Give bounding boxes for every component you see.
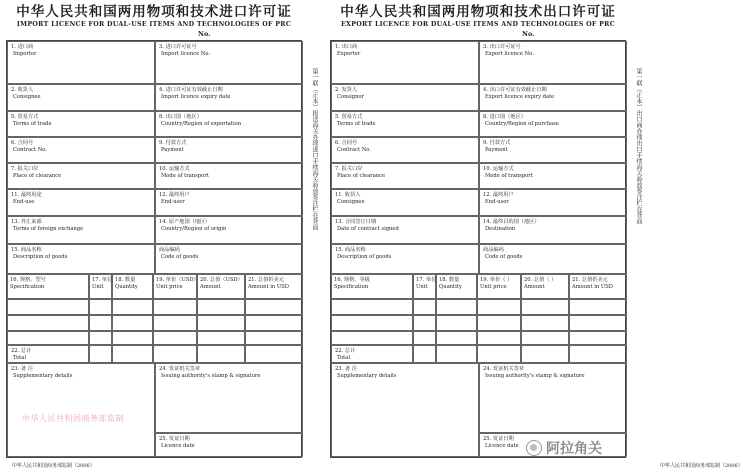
form-cell [477, 345, 521, 363]
form-cell [245, 274, 303, 299]
form-cell [521, 345, 569, 363]
field-label-en: Exporter [337, 50, 361, 57]
form-cell [155, 216, 303, 244]
field-label-cn: 21. 总值折美元 [248, 277, 284, 283]
form-cell [436, 331, 477, 345]
field-label-cn: 1. 进口商 [11, 44, 34, 50]
form-cell [331, 84, 479, 111]
field-label-cn: 1. 出口商 [335, 44, 358, 50]
form-cell [477, 315, 521, 331]
field-label-cn: 14. 原产地国（地区） [159, 219, 211, 225]
form-cell [477, 274, 521, 299]
form-cell [7, 363, 155, 457]
field-label-cn: 2. 发货人 [335, 87, 358, 93]
form-cell [413, 331, 436, 345]
import-licence-form [2, 0, 306, 476]
licence-number-label: No. [522, 30, 535, 38]
field-label-en: Licence date [485, 442, 519, 449]
field-label-cn: 商品编码 [159, 247, 180, 253]
licence-number-label: No. [198, 30, 211, 38]
form-cell [197, 299, 245, 315]
field-label-en: End-use [13, 198, 35, 205]
field-label-cn: 22. 总计 [11, 348, 32, 354]
field-label-cn: 6. 合同号 [11, 140, 34, 146]
field-label-cn: 18. 数量 [439, 277, 460, 283]
form-cell [153, 331, 197, 345]
form-cell [331, 163, 479, 189]
form-cell [89, 345, 112, 363]
field-label-cn: 9. 付款方式 [159, 140, 187, 146]
form-cell [7, 331, 89, 345]
field-label-en: Place of clearance [337, 172, 386, 179]
field-label-cn: 13. 外汇来源 [11, 219, 42, 225]
form-cell [331, 41, 479, 84]
form-cell [112, 274, 153, 299]
field-label-cn: 15. 商品名称 [335, 247, 366, 253]
field-label-en: Supplementary details [13, 372, 73, 379]
form-cell [245, 299, 303, 315]
field-label-cn: 2. 收货人 [11, 87, 34, 93]
form-cell [112, 345, 153, 363]
field-label-cn: 14. 最终目的国（地区） [483, 219, 540, 225]
field-label-en: Consignee [13, 93, 41, 100]
form-cell [197, 331, 245, 345]
form-cell [477, 331, 521, 345]
field-label-cn: 17. 单位 [92, 277, 113, 283]
form-cell [479, 189, 627, 216]
form-title-en: EXPORT LICENCE FOR DUAL-USE ITEMS AND TECHNOLOGIES OF PRC [340, 21, 616, 28]
field-label-cn: 8. 出口国（地区） [159, 114, 202, 120]
form-title-en: IMPORT LICENCE FOR DUAL-USE ITEMS AND TECHNOLOGIES OF PRC [16, 21, 292, 28]
form-cell [569, 315, 627, 331]
field-label-en: Mode of transport [161, 172, 209, 179]
form-cell [153, 274, 197, 299]
form-title-cn: 中华人民共和国两用物项和技术出口许可证 [340, 4, 616, 20]
field-label-en: Licence date [161, 442, 195, 449]
field-label-en: Place of clearance [13, 172, 62, 179]
field-label-en: Description of goods [13, 253, 68, 260]
form-cell [89, 299, 112, 315]
field-label-cn: 11. 收货人 [335, 192, 361, 198]
form-cell [331, 315, 413, 331]
field-label-en: Unit price [480, 283, 507, 290]
form-cell [112, 299, 153, 315]
field-label-cn: 19. 单价（ ） [480, 277, 513, 283]
form-cell [7, 216, 155, 244]
field-label-en: Amount [200, 283, 221, 290]
field-label-cn: 7. 报关口岸 [11, 166, 39, 172]
field-label-en: End-user [485, 198, 509, 205]
form-cell [521, 299, 569, 315]
form-cell [521, 274, 569, 299]
form-cell [331, 216, 479, 244]
field-label-en: Country/Region of purchase [485, 120, 559, 127]
field-label-cn: 9. 付款方式 [483, 140, 511, 146]
field-label-en: Export licence expiry date [485, 93, 555, 100]
field-label-cn: 24. 发证机关签章 [159, 366, 201, 372]
footer-note: 中华人民共和国商务部监制（2006） [660, 463, 743, 469]
field-label-en: Specification [10, 283, 45, 290]
field-label-en: Import licence expiry date [161, 93, 231, 100]
form-grid [330, 40, 626, 458]
form-cell [7, 41, 155, 84]
field-label-cn: 15. 商品名称 [11, 247, 42, 253]
form-grid [6, 40, 302, 458]
form-cell [155, 41, 303, 84]
field-label-cn: 18. 数量 [115, 277, 136, 283]
form-cell [7, 274, 89, 299]
field-label-cn: 20. 总值（ ） [524, 277, 557, 283]
field-label-cn: 13. 合同签订日期 [335, 219, 377, 225]
field-label-cn: 11. 最终用途 [11, 192, 42, 198]
field-label-cn: 16. 规格、等级 [334, 277, 370, 283]
form-cell [245, 331, 303, 345]
field-label-en: Contract No. [337, 146, 371, 153]
field-label-cn: 23. 备 注 [11, 366, 33, 372]
form-cell [331, 137, 479, 163]
field-label-en: Specification [334, 283, 369, 290]
form-cell [7, 244, 155, 274]
form-cell [89, 315, 112, 331]
field-label-en: Quantity [439, 283, 462, 290]
field-label-cn: 12. 最终用户 [483, 192, 514, 198]
form-cell [569, 331, 627, 345]
field-label-en: Unit [92, 283, 104, 290]
field-label-en: Terms of trade [337, 120, 376, 127]
field-label-en: Amount in USD [572, 283, 613, 290]
field-label-cn: 3. 出口许可证号 [483, 44, 521, 50]
field-label-en: Issuing authority's stamp & signature [485, 372, 585, 379]
form-cell [7, 163, 155, 189]
form-cell [479, 163, 627, 189]
form-cell [155, 244, 303, 274]
form-cell [331, 244, 479, 274]
field-label-en: Terms of foreign exchange [13, 225, 84, 232]
field-label-cn: 10. 运输方式 [159, 166, 190, 172]
field-label-en: Code of goods [485, 253, 523, 260]
field-label-cn: 12. 最终用户 [159, 192, 190, 198]
field-label-cn: 23. 备 注 [335, 366, 357, 372]
field-label-en: Date of contract signed [337, 225, 399, 232]
field-label-en: Destination [485, 225, 516, 232]
field-label-en: Country/Region of exportation [161, 120, 242, 127]
form-cell [155, 433, 303, 457]
wechat-bubble-icon [526, 440, 542, 456]
field-label-cn: 17. 单位 [416, 277, 437, 283]
form-cell [413, 315, 436, 331]
form-cell [155, 137, 303, 163]
field-label-cn: 5. 贸易方式 [335, 114, 363, 120]
form-cell [436, 315, 477, 331]
form-cell [479, 111, 627, 137]
form-cell [197, 315, 245, 331]
field-label-en: Country/Region of origin [161, 225, 227, 232]
form-cell [331, 274, 413, 299]
form-cell [436, 274, 477, 299]
form-cell [7, 137, 155, 163]
form-cell [479, 41, 627, 84]
field-label-cn: 25. 发证日期 [159, 436, 190, 442]
form-cell [521, 315, 569, 331]
field-label-cn: 商品编码 [483, 247, 504, 253]
form-cell [7, 315, 89, 331]
field-label-en: Total [13, 354, 27, 361]
field-label-cn: 4. 出口许可证有效截止日期 [483, 87, 547, 93]
watermark [526, 438, 602, 458]
form-cell [155, 189, 303, 216]
form-cell [331, 331, 413, 345]
field-label-en: Amount in USD [248, 283, 289, 290]
form-cell [245, 315, 303, 331]
form-cell [413, 299, 436, 315]
field-label-en: Code of goods [161, 253, 199, 260]
field-label-cn: 4. 进口许可证有效截止日期 [159, 87, 223, 93]
form-cell [153, 345, 197, 363]
field-label-en: Contract No. [13, 146, 47, 153]
copy-note-sidebar: 第一联（正本）出口商办理出口手续海关验放签注栏在背面 [635, 68, 642, 224]
form-cell [7, 84, 155, 111]
stamp-text: 中华人民共和国商务部监制 [22, 414, 124, 423]
field-label-en: Quantity [115, 283, 138, 290]
field-label-en: Issuing authority's stamp & signature [161, 372, 261, 379]
field-label-cn: 22. 总计 [335, 348, 356, 354]
field-label-en: Amount [524, 283, 545, 290]
watermark-text: 阿拉角关 [546, 441, 602, 457]
field-label-cn: 24. 发证机关签章 [483, 366, 525, 372]
field-label-en: Total [337, 354, 351, 361]
field-label-cn: 7. 报关口岸 [335, 166, 363, 172]
field-label-en: Payment [485, 146, 508, 153]
field-label-en: Consignor [337, 93, 365, 100]
form-cell [153, 315, 197, 331]
field-label-cn: 6. 合同号 [335, 140, 358, 146]
form-cell [7, 345, 89, 363]
field-label-cn: 3. 进口许可证号 [159, 44, 197, 50]
form-cell [521, 331, 569, 345]
field-label-cn: 20. 总值（USD） [200, 277, 243, 283]
field-label-en: Terms of trade [13, 120, 52, 127]
form-cell [331, 299, 413, 315]
form-cell [479, 84, 627, 111]
form-cell [479, 244, 627, 274]
form-cell [331, 363, 479, 457]
field-label-en: End-user [161, 198, 185, 205]
field-label-en: Import licence No. [161, 50, 211, 57]
form-cell [245, 345, 303, 363]
form-cell [155, 84, 303, 111]
field-label-en: Importer [13, 50, 37, 57]
field-label-en: Supplementary details [337, 372, 397, 379]
copy-note-sidebar: 第一联（正本）报送海关办理进口手续海关验放签注栏在背面 [311, 68, 318, 230]
form-cell [155, 163, 303, 189]
form-cell [331, 111, 479, 137]
form-cell [155, 363, 303, 433]
form-cell [112, 331, 153, 345]
field-label-en: Unit price [156, 283, 183, 290]
form-cell [479, 137, 627, 163]
form-cell [413, 274, 436, 299]
field-label-en: Consignee [337, 198, 365, 205]
form-cell [7, 189, 155, 216]
form-cell [331, 345, 413, 363]
form-cell [569, 345, 627, 363]
field-label-cn: 25. 发证日期 [483, 436, 514, 442]
field-label-cn: 16. 规格、型号 [10, 277, 46, 283]
form-cell [89, 331, 112, 345]
form-cell [436, 345, 477, 363]
form-cell [197, 274, 245, 299]
form-cell [155, 111, 303, 137]
form-cell [331, 189, 479, 216]
form-cell [479, 216, 627, 244]
form-cell [89, 274, 112, 299]
field-label-en: Description of goods [337, 253, 392, 260]
form-cell [197, 345, 245, 363]
form-cell [477, 299, 521, 315]
form-title-cn: 中华人民共和国两用物项和技术进口许可证 [16, 4, 292, 20]
field-label-cn: 5. 贸易方式 [11, 114, 39, 120]
form-cell [112, 315, 153, 331]
field-label-en: Mode of transport [485, 172, 533, 179]
field-label-en: Unit [416, 283, 428, 290]
field-label-cn: 8. 进口国（地区） [483, 114, 526, 120]
field-label-en: Payment [161, 146, 184, 153]
form-cell [479, 363, 627, 433]
form-cell [436, 299, 477, 315]
form-cell [413, 345, 436, 363]
form-cell [569, 299, 627, 315]
footer-note: 中华人民共和国商务部监制（2006） [12, 463, 95, 469]
form-cell [569, 274, 627, 299]
field-label-en: Export licence No. [485, 50, 534, 57]
form-cell [7, 111, 155, 137]
field-label-cn: 21. 总值折美元 [572, 277, 608, 283]
form-cell [153, 299, 197, 315]
field-label-cn: 19. 单价（USD） [156, 277, 199, 283]
form-cell [7, 299, 89, 315]
field-label-cn: 10. 运输方式 [483, 166, 514, 172]
